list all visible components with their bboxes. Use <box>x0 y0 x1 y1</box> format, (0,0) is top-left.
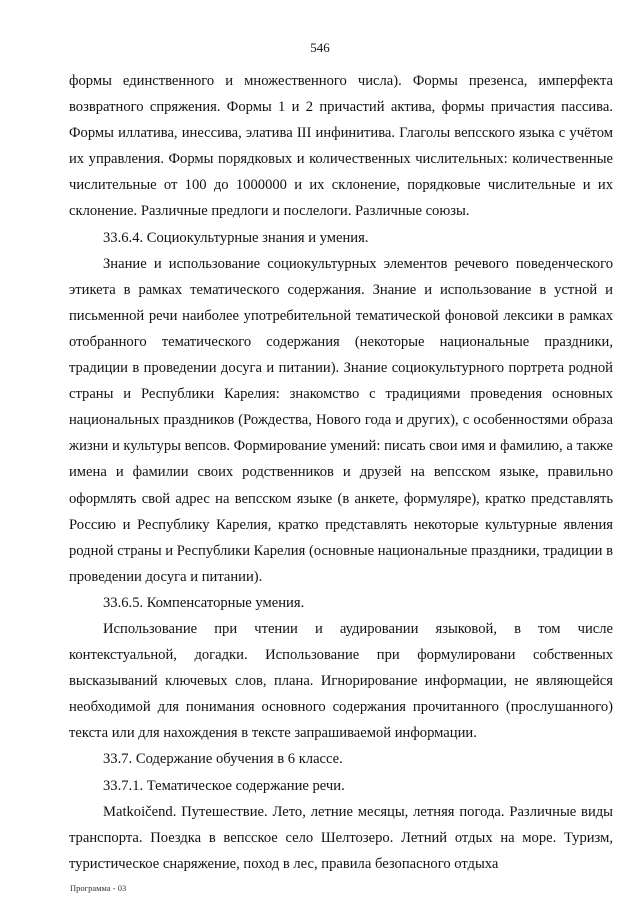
section-heading-thematic: 33.7.1. Тематическое содержание речи. <box>103 777 345 794</box>
page-footer: Программа - 03 <box>70 883 127 893</box>
body-text <box>69 68 613 877</box>
paragraph-continuation: формы единственного и множественного числа). Формы презенса, имперфекта возвратного спряжения. Формы 1 и 2 причастий актива, формы причастия пассива. Формы иллатива, инессива, элатива III инфинитива. Глаголы вепсского языка с учётом их управления. Формы порядковых и количественных числительных: количественные числительные от 100 до 1000000 и их склонение, порядковые числительные и их склонение. Различные предлоги и послелоги. Различные союзы. <box>69 73 613 220</box>
section-heading-grade-6: 33.7. Содержание обучения в 6 классе. <box>103 751 343 768</box>
section-heading-sociocultural: 33.6.4. Социокультурные знания и умения. <box>103 229 369 246</box>
paragraph-compensatory: Использование при чтении и аудировании языковой, в том числе контекстуальной, догадки. Использование при формулировани собственных высказываний ключевых слов, плана. Игнорирование информации, не являющейся необходимой для понимания основного содержания прочитанного (прослушанного) текста или для нахождения в тексте запрашиваемой информации. <box>69 620 613 742</box>
paragraph-thematic: Matkoičend. Путешествие. Лето, летние месяцы, летняя погода. Различные виды транспорта. Поездка в вепсское село Шелтозеро. Летний отдых на море. Туризм, туристическое снаряжение, поход в лес, правила безопасного отдыха <box>69 803 613 872</box>
section-heading-compensatory: 33.6.5. Компенсаторные умения. <box>103 594 305 611</box>
page-number: 546 <box>310 40 330 55</box>
paragraph-sociocultural: Знание и использование социокультурных элементов речевого поведенческого этикета в рамках тематического содержания. Знание и использование в устной и письменной речи наиболее употребительной тематической фоновой лексики в рамках отобранного тематического содержания (некоторые национальные праздники, традиции в проведении досуга и питании). Знание социокультурного портрета родной страны и Республики Карелия: знакомство с традициями проведения основных национальных праздников (Рождества, Нового года и других), с особенностями образа жизни и культуры вепсов. Формирование умений: писать свои имя и фамилию, а также имена и фамилии своих родственников и друзей на вепсском языке, правильно оформлять свой адрес на вепсском языке (в анкете, формуляре), кратко представлять Россию и Республику Карелия, кратко представлять некоторые культурные явления родной страны и Республики Карелия (основные национальные праздники, традиции в проведении досуга и питании). <box>69 255 613 585</box>
